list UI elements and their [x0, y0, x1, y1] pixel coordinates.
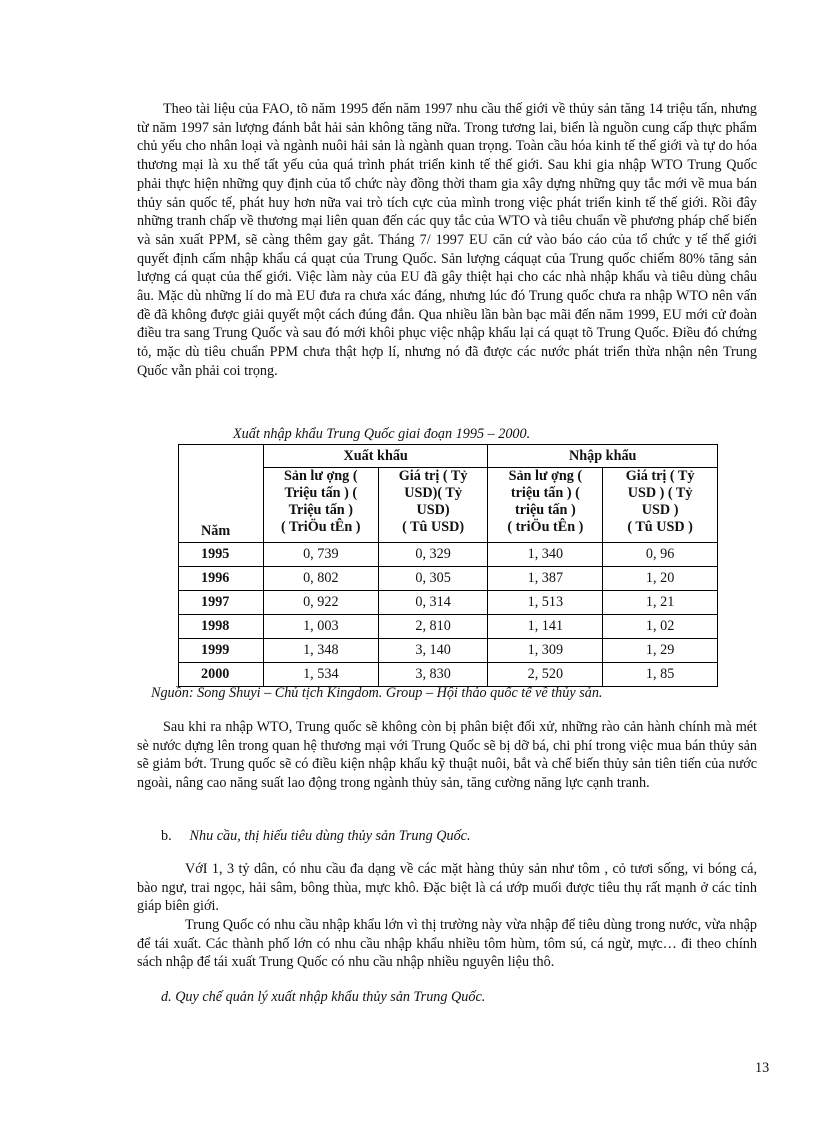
paragraph-fao-wto: Theo tài liệu của FAO, tõ năm 1995 đến năm 1997 nhu cầu thế giới về thủy sản tăng 14 triệu tấn, nhưng từ năm 1997 sản lượng đánh bắt hải sản không tăng nữa. Trong tương lai, biển là nguồn cung cấp thực phẩm chủ yếu cho nhân loại và ngành nuôi hải sản là ngành quan trọng. Toàn cầu hóa kinh tế thế giới và tự do hóa thương mại là xu thế tất yếu của quá trình phát triển kinh tế thế giới. Sau khi gia nhập WTO Trung Quốc phải thực hiện những quy định của tổ chức này đồng thời tham gia xây dựng những quy tắc mới về mua bán thủy sản quốc tế, phát huy hơn nữa vai trò tích cực của mình trong việc phát triển kinh tế thế giới. Rồi đây những tranh chấp về thương mại liên quan đến các quy tắc của WTO và tiêu chuẩn về phương pháp chế biến và sản xuất PPM, sẽ càng thêm gay gắt. Tháng 7/ 1997 EU căn cứ vào báo cáo của tổ chức y tế thế giới quyết định cấm nhập khẩu cá quạt của Trung Quốc. Sản lượng cáquạt của Trung quốc chiếm 80% tăng sản lượng cá quạt của thế giới. Việc làm này của EU đã gây thiệt hại cho các nhà nhập khẩu và tiêu dùng châu âu. Mặc dù những lí do mà EU đưa ra chưa xác đáng, nhưng lúc đó Trung quốc chưa ra nhập WTO nên vấn đề đã không được giải quyết một cách đúng đắn. Qua nhiều lần bàn bạc mãi đến năm 1999, EU mới cử đoàn điều tra sang Trung Quốc và sau đó mới khôi phục việc nhập khẩu lại cá quạt tõ Trung Quốc. Điều đó chứng tỏ, mặc dù tiêu chuẩn PPM chưa thật hợp lí, nhưng nó đã được các nước phát triển thừa nhận nên Trung Quốc vẫn phải coi trọng.: [137, 101, 757, 379]
trade-table: [178, 444, 718, 687]
section-label-b: b.: [161, 828, 172, 844]
year-header: Năm: [179, 445, 264, 543]
table-row: 1999 1, 348 3, 140 1, 309 1, 29: [179, 639, 718, 663]
table-row: 1997 0, 922 0, 314 1, 513 1, 21: [179, 591, 718, 615]
section-heading-d: d. Quy chế quản lý xuất nhập khẩu thủy sản Trung Quốc.: [161, 989, 486, 1005]
paragraph-consumer-demand: VớI 1, 3 tỷ dân, có nhu cầu đa dạng về các mặt hàng thủy sản như tôm , cỏ tươi sống, vi bóng cá, bào ngư, trai ngọc, hải sâm, bông thùa, mực khô. Đặc biệt là cá ướp muối được tiêu thụ rất mạnh ở các tỉnh giáp biên giới.: [137, 861, 757, 915]
import-quantity-header: Sản lư ợng ( triệu tấn ) ( triệu tấn ) ( triÖu tÊn ): [488, 468, 603, 543]
paragraph-import-demand: Trung Quốc có nhu cầu nhập khẩu lớn vì thị trường này vừa nhập để tiêu dùng trong nước, vừa nhập để tái xuất. Các thành phố lớn có nhu cầu nhập khẩu nhiều tôm hùm, tôm sú, cá ngừ, mực… đi theo chính sách nhập để tái xuất Trung Quốc có nhu cầu nhập nhiều nguyên liệu thô.: [137, 917, 757, 971]
import-value-header: Giá trị ( Tỷ USD ) ( Tỷ USD ) ( Tû USD ): [603, 468, 718, 543]
table-caption: Xuất nhập khẩu Trung Quốc giai đoạn 1995 – 2000.: [233, 426, 531, 442]
table-row: 1996 0, 802 0, 305 1, 387 1, 20: [179, 567, 718, 591]
page-number: 13: [755, 1060, 770, 1076]
table-row: 1998 1, 003 2, 810 1, 141 1, 02: [179, 615, 718, 639]
export-group-header: Xuất khẩu: [263, 445, 488, 468]
table-row: 1995 0, 739 0, 329 1, 340 0, 96: [179, 543, 718, 567]
section-heading-b: [161, 828, 471, 845]
export-quantity-header: Sản lư ợng ( Triệu tấn ) ( Triệu tấn ) ( TriÖu tÊn ): [263, 468, 378, 543]
table-row: 2000 1, 534 3, 830 2, 520 1, 85: [179, 663, 718, 687]
table-group-header-row: [179, 445, 718, 468]
section-title-b: Nhu cầu, thị hiếu tiêu dùng thủy sản Trung Quốc.: [189, 828, 471, 844]
export-value-header: Giá trị ( Tỷ USD)( Tỷ USD) ( Tû USD): [378, 468, 488, 543]
paragraph-after-wto: Sau khi ra nhập WTO, Trung quốc sẽ không còn bị phân biệt đối xử, những rào cản hành chính mà mét sè nước dựng lên trong quan hệ thương mại với Trung Quốc sẽ bị dỡ bá, chi phí trong việc mua bán thủy sản sẽ giảm bớt. Trung quốc sẽ có điều kiện nhập khẩu kỹ thuật nuôi, bắt và chế biến thủy sản tiên tiến của nước ngoài, nâng cao năng suất lao động trong ngành thủy sản, tăng cường năng lực cạnh tranh.: [137, 719, 757, 792]
import-group-header: Nhập khẩu: [488, 445, 718, 468]
table-source-note: Nguồn: Song Shuyi – Chủ tịch Kingdom. Group – Hội thảo quốc tế về thủy sản.: [151, 685, 603, 701]
